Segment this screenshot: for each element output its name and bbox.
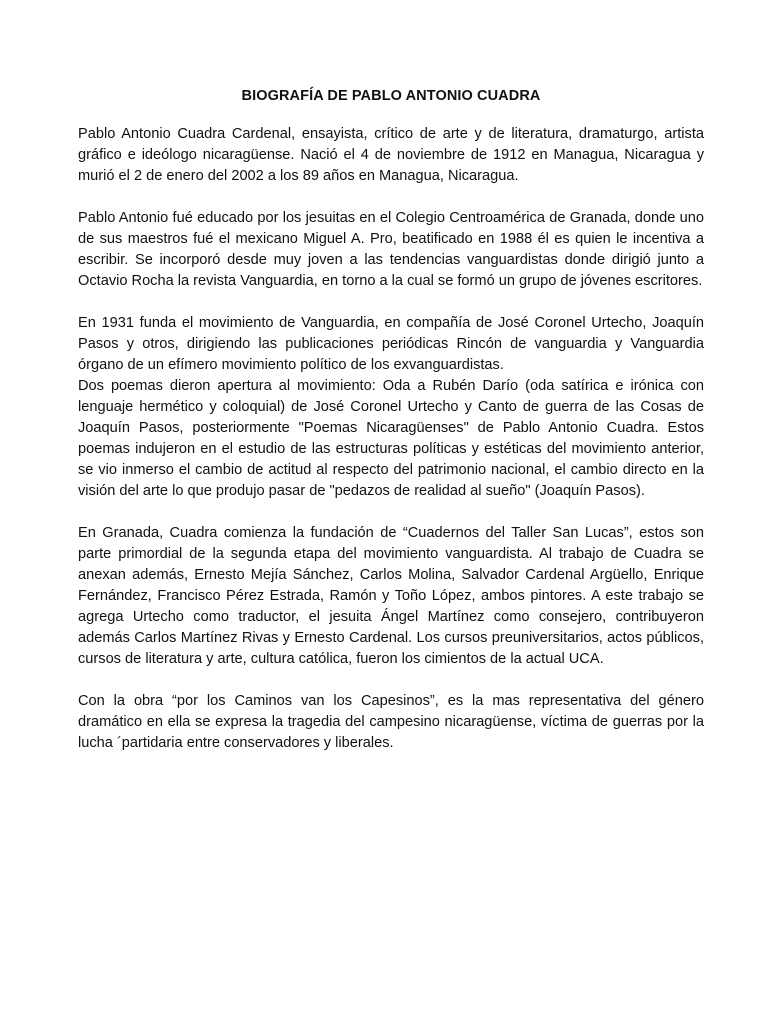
paragraph-drama: Con la obra “por los Caminos van los Capesinos”, es la mas representativa del género dramático en ella se expresa la tragedia del campesino nicaragüense, víctima de guerras por la lucha ´partidaria entre conservadores y liberales. (78, 693, 704, 751)
paragraph-poems: Dos poemas dieron apertura al movimiento: Oda a Rubén Darío (oda satírica e irónica con lenguaje hermético y coloquial) de José Coronel Urtecho y Canto de guerra de las Cosas de Joaquín Pasos, posteriormente "Poemas Nicaragüenses" de Pablo Antonio Cuadra. Estos poemas indujeron en el estudio de las estructuras políticas y estéticas del movimiento anterior, se vio inmerso el cambio de actitud al respecto del patrimonio nacional, el cambio directo en la visión del arte lo que produjo pasar de "pedazos de realidad al sueño" (Joaquín Pasos). (78, 378, 704, 499)
document-title: BIOGRAFÍA DE PABLO ANTONIO CUADRA (241, 88, 541, 104)
document-page (78, 86, 704, 754)
paragraph-granada: En Granada, Cuadra comienza la fundación de “Cuadernos del Taller San Lucas”, estos son parte primordial de la segunda etapa del movimiento vanguardista. Al trabajo de Cuadra se anexan además, Ernesto Mejía Sánchez, Carlos Molina, Salvador Cardenal Argüello, Enrique Fernández, Francisco Pérez Estrada, Ramón y Toño López, ambos pintores. A este trabajo se agrega Urtecho como traductor, el jesuita Ángel Martínez como consejero, contribuyeron además Carlos Martínez Rivas y Ernesto Cardenal. Los cursos preuniversitarios, actos públicos, cursos de literatura y arte, cultura católica, fueron los cimientos de la actual UCA. (78, 525, 704, 667)
paragraph-birth: Pablo Antonio Cuadra Cardenal, ensayista, crítico de arte y de literatura, dramaturgo, artista gráfico e ideólogo nicaragüense. Nació el 4 de noviembre de 1912 en Managua, Nicaragua y murió el 2 de enero del 2002 a los 89 años en Managua, Nicaragua. (78, 126, 704, 184)
paragraph-vanguardia: En 1931 funda el movimiento de Vanguardia, en compañía de José Coronel Urtecho, Joaquín Pasos y otros, dirigiendo las publicaciones periódicas Rincón de vanguardia y Vanguardia órgano de un efímero movimiento político de los exvanguardistas. (78, 315, 704, 373)
paragraph-education: Pablo Antonio fué educado por los jesuitas en el Colegio Centroamérica de Granada, donde uno de sus maestros fué el mexicano Miguel A. Pro, beatificado en 1988 él es quien le incentiva a escribir. Se incorporó desde muy joven a las tendencias vanguardistas donde dirigió junto a Octavio Rocha la revista Vanguardia, en torno a la cual se formó un grupo de jóvenes escritores. (78, 210, 704, 289)
